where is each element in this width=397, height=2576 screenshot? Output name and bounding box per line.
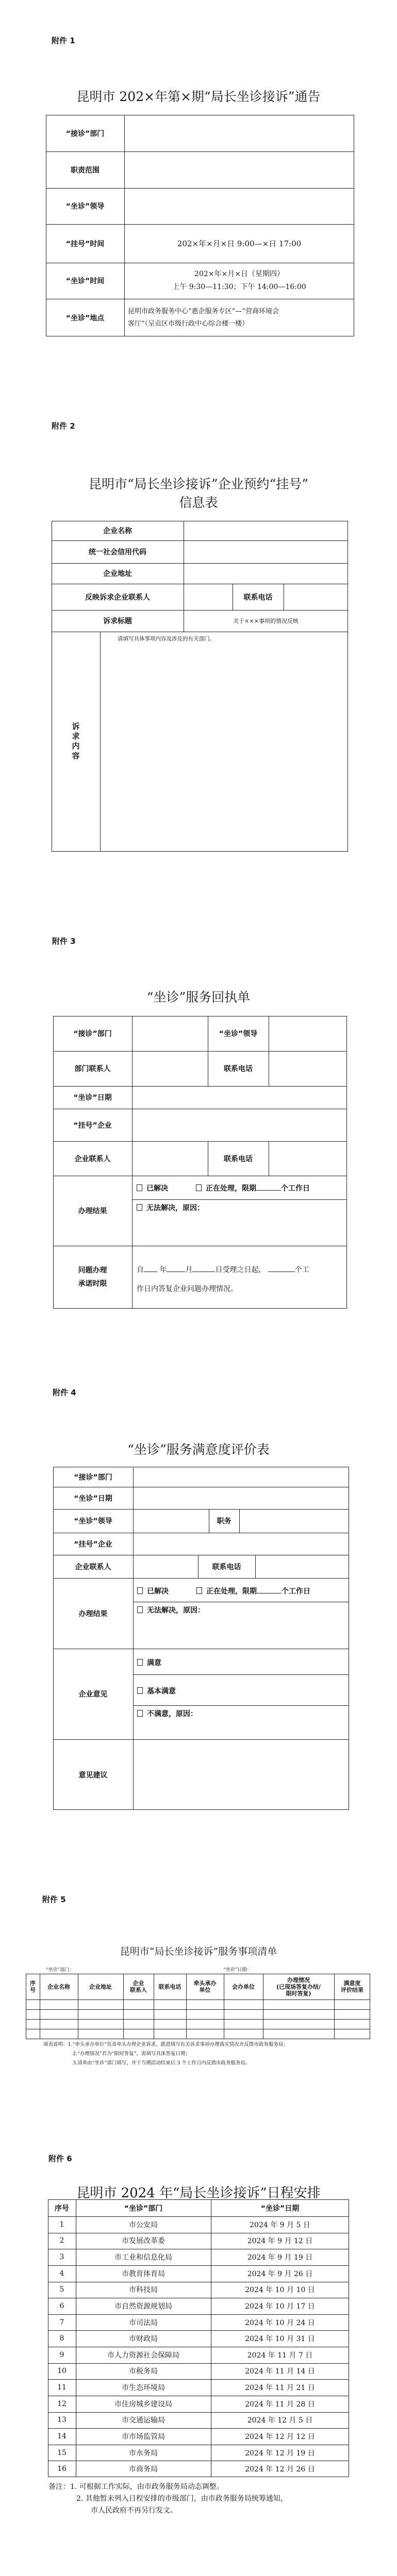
attachment-4-title: “坐诊”服务满意度评价表 bbox=[127, 1442, 270, 1457]
input-address[interactable] bbox=[184, 563, 348, 584]
col-header-lead-unit: 牵头承办 单位 bbox=[193, 1980, 217, 1993]
table-row[interactable] bbox=[26, 1999, 370, 2009]
checkbox-icon[interactable] bbox=[137, 1587, 143, 1594]
table-row[interactable] bbox=[26, 2009, 370, 2019]
input-suggestion[interactable] bbox=[133, 1739, 349, 1810]
row-date: 2024 年 12 月 5 日 bbox=[247, 2416, 313, 2425]
label-content bbox=[52, 632, 100, 852]
value-consult-time bbox=[124, 263, 354, 299]
label-result: 办理结果 bbox=[78, 1207, 107, 1215]
label-company: “挂号”企业 bbox=[74, 1540, 112, 1549]
attachment-6-title: 昆明市 2024 年“局长坐诊接诉”日程安排 bbox=[76, 2185, 321, 2201]
row-index: 9 bbox=[59, 2350, 64, 2359]
label-date: “坐诊”日期 bbox=[74, 1494, 112, 1503]
label-phone: 联系电话 bbox=[224, 1065, 253, 1073]
attachment-3-label: 附件 3 bbox=[52, 937, 76, 946]
attachment-2-title-line-2: 信息表 bbox=[179, 495, 218, 510]
header-dept: “坐诊”部门 bbox=[124, 2204, 163, 2213]
row-index: 5 bbox=[59, 2285, 64, 2294]
row-index: 4 bbox=[59, 2269, 64, 2278]
label-date: “坐诊”日期 bbox=[73, 1094, 112, 1102]
label-registration-time: “挂号”时间 bbox=[65, 240, 105, 248]
row-index: 12 bbox=[57, 2399, 67, 2408]
row-dept: 市税务局 bbox=[129, 2367, 158, 2376]
label-leader: “坐诊”领导 bbox=[65, 202, 105, 211]
input-date[interactable] bbox=[133, 1487, 349, 1509]
value-registration-time: 202×年×月×日 9:00—×日 17:00 bbox=[177, 239, 302, 248]
row-index: 11 bbox=[57, 2383, 67, 2392]
row-index: 10 bbox=[57, 2367, 67, 2376]
checkbox-icon[interactable] bbox=[137, 1606, 143, 1613]
row-date: 2024 年 12 月 12 日 bbox=[245, 2432, 315, 2441]
table-row[interactable] bbox=[26, 2019, 370, 2029]
row-dept: 市商务局 bbox=[129, 2465, 158, 2474]
input-content[interactable] bbox=[101, 632, 348, 852]
input-phone[interactable] bbox=[255, 1555, 349, 1578]
row-dept: 市教育体育局 bbox=[122, 2269, 165, 2278]
label-opinion: 企业意见 bbox=[78, 1690, 108, 1699]
label-dept: “接诊”部门 bbox=[74, 1473, 112, 1482]
row-date: 2024 年 9 月 19 日 bbox=[247, 2253, 313, 2262]
label-company-contact: 企业联系人 bbox=[75, 1563, 111, 1571]
label-leader: “坐诊”领导 bbox=[219, 1030, 258, 1038]
fill-note-1: 填表说明：1.“牵头承办单位”负责牵头办理企业诉求，跟进填写有关诉求事项办理落实情况并反馈市政务服务局； bbox=[43, 2042, 288, 2047]
row-index: 3 bbox=[59, 2253, 64, 2262]
row-date: 2024 年 11 月 7 日 bbox=[247, 2351, 313, 2360]
deadline-text-line-1: 自 年 月 日受理之日起， 个工 bbox=[137, 1266, 309, 1274]
attachment-2-label: 附件 2 bbox=[52, 421, 75, 431]
consult-hours: 上午 9:30—11:30；下午 14:00—16:00 bbox=[172, 283, 306, 291]
row-dept: 市司法局 bbox=[129, 2318, 158, 2327]
blank-days[interactable] bbox=[256, 1184, 281, 1191]
value-leader[interactable] bbox=[124, 188, 354, 224]
row-dept: 市生态环境局 bbox=[122, 2384, 165, 2393]
location-line-1: 昆明市政务服务中心“惠企服务专区”—“营商环境会 bbox=[128, 307, 279, 315]
checkbox-icon[interactable] bbox=[196, 1184, 202, 1191]
location-line-2: 客厅”（呈贡区市级行政中心综合楼一楼） bbox=[128, 319, 249, 328]
row-index: 15 bbox=[57, 2448, 67, 2457]
input-credit-code[interactable] bbox=[184, 540, 348, 563]
input-leader[interactable] bbox=[133, 1509, 209, 1533]
option-basic-satisfied[interactable]: 基本满意 bbox=[137, 1686, 176, 1696]
attachment-1-label: 附件 1 bbox=[52, 36, 75, 45]
label-leader: “坐诊”领导 bbox=[74, 1517, 112, 1526]
label-dept-contact: 部门联系人 bbox=[74, 1065, 111, 1073]
value-subject[interactable]: 关于×××事项的情况反映 bbox=[233, 618, 299, 624]
blank-month[interactable] bbox=[167, 1265, 185, 1272]
row-date: 2024 年 9 月 26 日 bbox=[247, 2269, 313, 2278]
label-subject: 诉求标题 bbox=[103, 617, 132, 625]
checkbox-icon[interactable] bbox=[137, 1710, 143, 1717]
blank-day[interactable] bbox=[192, 1265, 215, 1272]
input-leader[interactable] bbox=[269, 1016, 347, 1051]
blank-workdays[interactable] bbox=[268, 1265, 295, 1272]
row-date: 2024 年 9 月 12 日 bbox=[247, 2237, 313, 2246]
schedule-note-3: 市人民政府不再另行发文。 bbox=[91, 2506, 177, 2515]
label-dept: “接诊”部门 bbox=[65, 129, 105, 138]
input-company-name[interactable] bbox=[184, 521, 348, 540]
row-dept: 市发展改革委 bbox=[122, 2237, 165, 2246]
attachment-5-label: 附件 5 bbox=[42, 1895, 66, 1904]
attachment-1-title: 昆明市 202×年第×期“局长坐诊接诉”通告 bbox=[76, 89, 321, 104]
attachment-3-title: “坐诊”服务回执单 bbox=[146, 990, 251, 1005]
label-company: “挂号”企业 bbox=[73, 1121, 112, 1130]
fill-note-3: 3.清单由“坐诊”部门填写，并于当期活动结束后 3 个工作日内反馈市政务服务局。 bbox=[73, 2060, 251, 2066]
col-header-address: 企业地址 bbox=[89, 1983, 112, 1990]
value-dept[interactable] bbox=[124, 115, 354, 151]
checkbox-icon[interactable] bbox=[137, 1687, 143, 1694]
input-phone-2[interactable] bbox=[269, 1141, 347, 1176]
label-credit-code: 统一社会信用代码 bbox=[89, 548, 146, 556]
row-dept: 市科技局 bbox=[129, 2286, 158, 2295]
label-phone-2: 联系电话 bbox=[224, 1155, 253, 1163]
row-date: 2024 年 9 月 5 日 bbox=[250, 2221, 310, 2229]
content-hint: 请填写具体事项内容及涉及的有关部门。 bbox=[118, 636, 215, 642]
label-suggestion: 意见建议 bbox=[78, 1771, 108, 1780]
label-position: 职务 bbox=[217, 1517, 231, 1526]
row-index: 7 bbox=[59, 2318, 64, 2327]
col-header-satisfaction: 满意度 评价结果 bbox=[341, 1980, 363, 1993]
label-company-name: 企业名称 bbox=[103, 527, 132, 535]
input-company-contact[interactable] bbox=[133, 1555, 198, 1578]
row-index: 2 bbox=[59, 2236, 64, 2245]
input-position[interactable] bbox=[239, 1509, 349, 1533]
label-deadline: 问题办理 承诺时限 bbox=[78, 1266, 107, 1288]
row-dept: 市水务局 bbox=[129, 2449, 158, 2458]
option-unsolvable[interactable]: 无法解决，原因： bbox=[137, 1202, 204, 1213]
blank-year[interactable] bbox=[144, 1265, 157, 1272]
row-date: 2024 年 12 月 26 日 bbox=[245, 2465, 315, 2474]
date-field-label: “坐诊”日期： bbox=[223, 1968, 252, 1973]
consult-date: 202×年×月×日（星期四） bbox=[194, 270, 284, 278]
attachment-4-label: 附件 4 bbox=[53, 1388, 76, 1397]
row-date: 2024 年 11 月 14 日 bbox=[245, 2367, 315, 2376]
label-consult-time: “坐诊”时间 bbox=[65, 277, 105, 285]
fill-note-2: 2.“办理情况”若为“限时答复”，需填写具体答复日期； bbox=[73, 2051, 190, 2057]
row-dept: 市工业和信息化局 bbox=[114, 2253, 172, 2262]
row-index: 8 bbox=[59, 2334, 64, 2343]
option-unsatisfied[interactable]: 不满意，原因： bbox=[137, 1708, 197, 1719]
row-index: 6 bbox=[59, 2301, 64, 2310]
col-header-co-unit: 会办单位 bbox=[232, 1983, 255, 1990]
row-index: 16 bbox=[57, 2465, 67, 2473]
checkbox-icon[interactable] bbox=[196, 1587, 202, 1594]
schedule-note-1: 备注：1. 可根据工作实际，由市政务服务局动态调整。 bbox=[48, 2483, 224, 2491]
dept-field-label: “坐诊”部门： bbox=[46, 1968, 74, 1973]
label-phone: 联系电话 bbox=[212, 1563, 241, 1571]
value-scope[interactable] bbox=[124, 151, 354, 188]
row-date: 2024 年 10 月 31 日 bbox=[245, 2335, 315, 2344]
checkbox-icon[interactable] bbox=[137, 1659, 143, 1666]
input-company[interactable] bbox=[132, 1109, 347, 1141]
col-header-company-name: 企业名称 bbox=[47, 1983, 70, 1990]
row-date: 2024 年 10 月 17 日 bbox=[245, 2302, 315, 2311]
attachment-6-label: 附件 6 bbox=[48, 2154, 72, 2163]
label-scope: 职责范围 bbox=[71, 166, 100, 175]
input-dept[interactable] bbox=[133, 1467, 349, 1487]
row-dept: 市财政局 bbox=[129, 2335, 158, 2344]
row-index: 13 bbox=[57, 2416, 67, 2425]
row-date: 2024 年 12 月 19 日 bbox=[245, 2449, 315, 2458]
row-dept: 市人力资源社会保障局 bbox=[107, 2351, 179, 2360]
input-company[interactable] bbox=[133, 1533, 349, 1555]
col-header-index: 序 号 bbox=[30, 1980, 36, 1993]
table-row[interactable] bbox=[26, 2029, 370, 2039]
row-date: 2024 年 10 月 24 日 bbox=[245, 2318, 315, 2327]
row-dept: 市公安局 bbox=[129, 2221, 158, 2229]
input-contact[interactable] bbox=[184, 584, 233, 610]
option-satisfied[interactable]: 满意 bbox=[137, 1657, 161, 1668]
label-address: 企业地址 bbox=[103, 570, 132, 578]
header-date: “坐诊”日期 bbox=[260, 2204, 300, 2213]
row-dept: 市市场监管局 bbox=[122, 2432, 165, 2441]
label-company-contact: 企业联系人 bbox=[74, 1155, 111, 1163]
row-dept: 市自然资源规划局 bbox=[114, 2302, 172, 2311]
row-date: 2024 年 10 月 10 日 bbox=[245, 2286, 315, 2295]
row-dept: 市住房城乡建设局 bbox=[114, 2400, 172, 2409]
input-dept[interactable] bbox=[132, 1016, 208, 1051]
row-index: 14 bbox=[57, 2432, 67, 2441]
checkbox-icon[interactable] bbox=[137, 1204, 142, 1211]
deadline-text-line-2: 作日内答复企业问题办理情况。 bbox=[137, 1285, 238, 1293]
label-phone: 联系电话 bbox=[243, 593, 273, 602]
blank-days[interactable] bbox=[257, 1587, 282, 1594]
option-solved[interactable]: 已解决 bbox=[137, 1586, 169, 1596]
input-company-contact[interactable] bbox=[132, 1141, 208, 1176]
value-consult-location bbox=[126, 299, 354, 336]
input-date[interactable] bbox=[132, 1086, 347, 1109]
option-unsolvable[interactable]: 无法解决，原因： bbox=[137, 1605, 205, 1615]
input-phone[interactable] bbox=[269, 1051, 347, 1086]
option-processing[interactable]: 正在处理，限期 个工作日 bbox=[196, 1586, 310, 1596]
row-index: 1 bbox=[59, 2220, 64, 2229]
input-phone[interactable] bbox=[284, 584, 348, 610]
row-date: 2024 年 11 月 21 日 bbox=[245, 2384, 315, 2393]
row-dept: 市交通运输局 bbox=[122, 2416, 165, 2425]
schedule-note-2: 2. 其他暂未列入日程安排的市级部门，由市政务服务局统筹通知， bbox=[76, 2495, 288, 2503]
checkbox-icon[interactable] bbox=[137, 1184, 142, 1191]
option-solved[interactable]: 已解决 bbox=[137, 1183, 168, 1193]
label-result: 办理结果 bbox=[78, 1609, 108, 1618]
option-processing[interactable]: 正在处理，限期 个工作日 bbox=[196, 1183, 310, 1193]
label-contact: 反映诉求企业联系人 bbox=[85, 593, 150, 602]
row-date: 2024 年 11 月 28 日 bbox=[245, 2400, 315, 2409]
header-index: 序号 bbox=[55, 2204, 69, 2213]
col-header-phone: 联系电话 bbox=[158, 1983, 181, 1990]
col-header-status: 办理情况 (已现场答复办结/ 限时答复) bbox=[276, 1976, 321, 1997]
label-consult-location: “坐诊”地点 bbox=[65, 314, 105, 323]
attachment-2-title-line-1: 昆明市“局长坐诊接诉”企业预约“挂号” bbox=[88, 477, 309, 492]
label-content-text: 诉求内容 bbox=[71, 722, 80, 761]
attachment-5-title: 昆明市“局长坐诊接诉”服务事项清单 bbox=[120, 1946, 277, 1957]
col-header-contact: 企业 联系人 bbox=[130, 1980, 147, 1993]
input-dept-contact[interactable] bbox=[132, 1051, 208, 1086]
label-dept: “接诊”部门 bbox=[73, 1030, 112, 1038]
